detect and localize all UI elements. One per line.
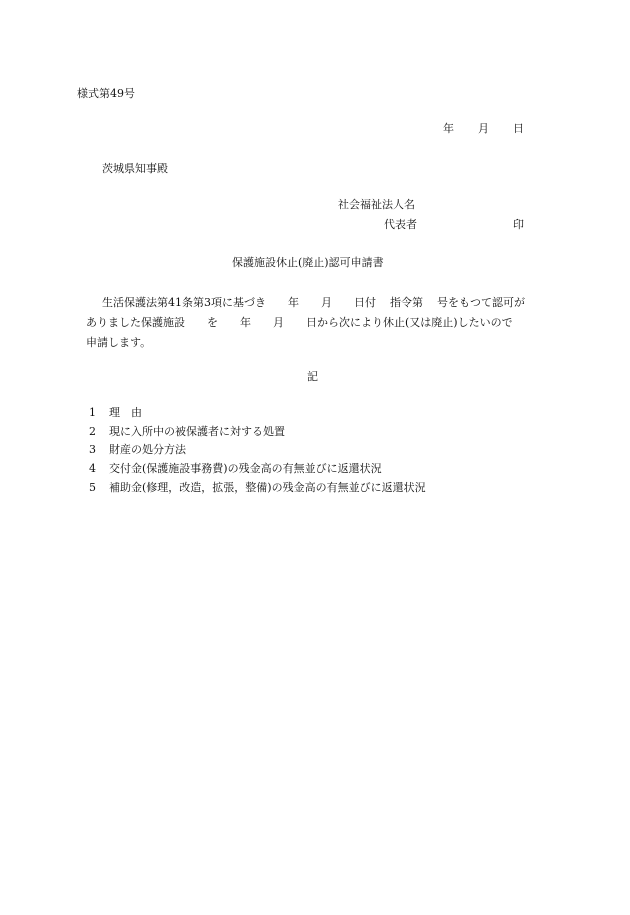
applicant-corporation-label: 社会福祉法人名 — [338, 198, 415, 211]
document-title: 保護施設休止(廃止)認可申請書 — [232, 256, 384, 269]
item-number: 1 — [89, 406, 96, 419]
item-text: 交付金(保護施設事務費)の残金高の有無並びに返還状況 — [109, 462, 382, 476]
body-part2: 指令第 — [390, 296, 423, 309]
item-number: 5 — [89, 480, 96, 494]
body-day-dated: 日付 — [354, 296, 376, 309]
item-number: 2 — [89, 424, 96, 438]
item-text: 補助金(修理，改造，拡張，整備)の残金高の有無並びに返還状況 — [109, 480, 426, 494]
date-day-label: 日 — [513, 122, 524, 135]
form-number: 様式第49号 — [77, 87, 135, 100]
item-text: 現に入所中の被保護者に対する処置 — [109, 424, 285, 438]
seal-mark: 印 — [513, 218, 524, 231]
date-year-label: 年 — [443, 122, 454, 135]
body-part4: ありました保護施設 — [86, 316, 185, 329]
addressee: 茨城県知事殿 — [102, 162, 168, 175]
record-mark: 記 — [307, 370, 318, 383]
body-part5: 日から次により休止(又は廃止)したいので — [306, 316, 513, 329]
body-part3: 号をもつて認可が — [437, 296, 525, 309]
body-paragraph — [86, 293, 556, 353]
applicant-representative — [384, 219, 524, 230]
list-item — [89, 482, 426, 501]
body-particle: を — [207, 316, 218, 329]
body-year2: 年 — [240, 316, 251, 329]
list-item — [89, 463, 426, 482]
date-month-label: 月 — [478, 122, 489, 135]
item-number: 3 — [89, 443, 96, 457]
body-part1: 生活保護法第41条第3項に基づき — [102, 296, 266, 309]
list-item — [89, 444, 426, 463]
list-item — [89, 426, 426, 445]
body-month2: 月 — [273, 316, 284, 329]
item-number: 4 — [89, 462, 96, 476]
item-text: 理 由 — [109, 406, 142, 419]
item-text: 財産の処分方法 — [109, 443, 186, 457]
list-item — [89, 407, 426, 426]
body-month: 月 — [321, 296, 332, 309]
body-part6: 申請します。 — [86, 336, 152, 349]
applicant-representative-label: 代表者 — [384, 218, 417, 231]
items-list — [89, 407, 426, 500]
body-year: 年 — [288, 296, 299, 309]
date-line — [443, 123, 524, 134]
